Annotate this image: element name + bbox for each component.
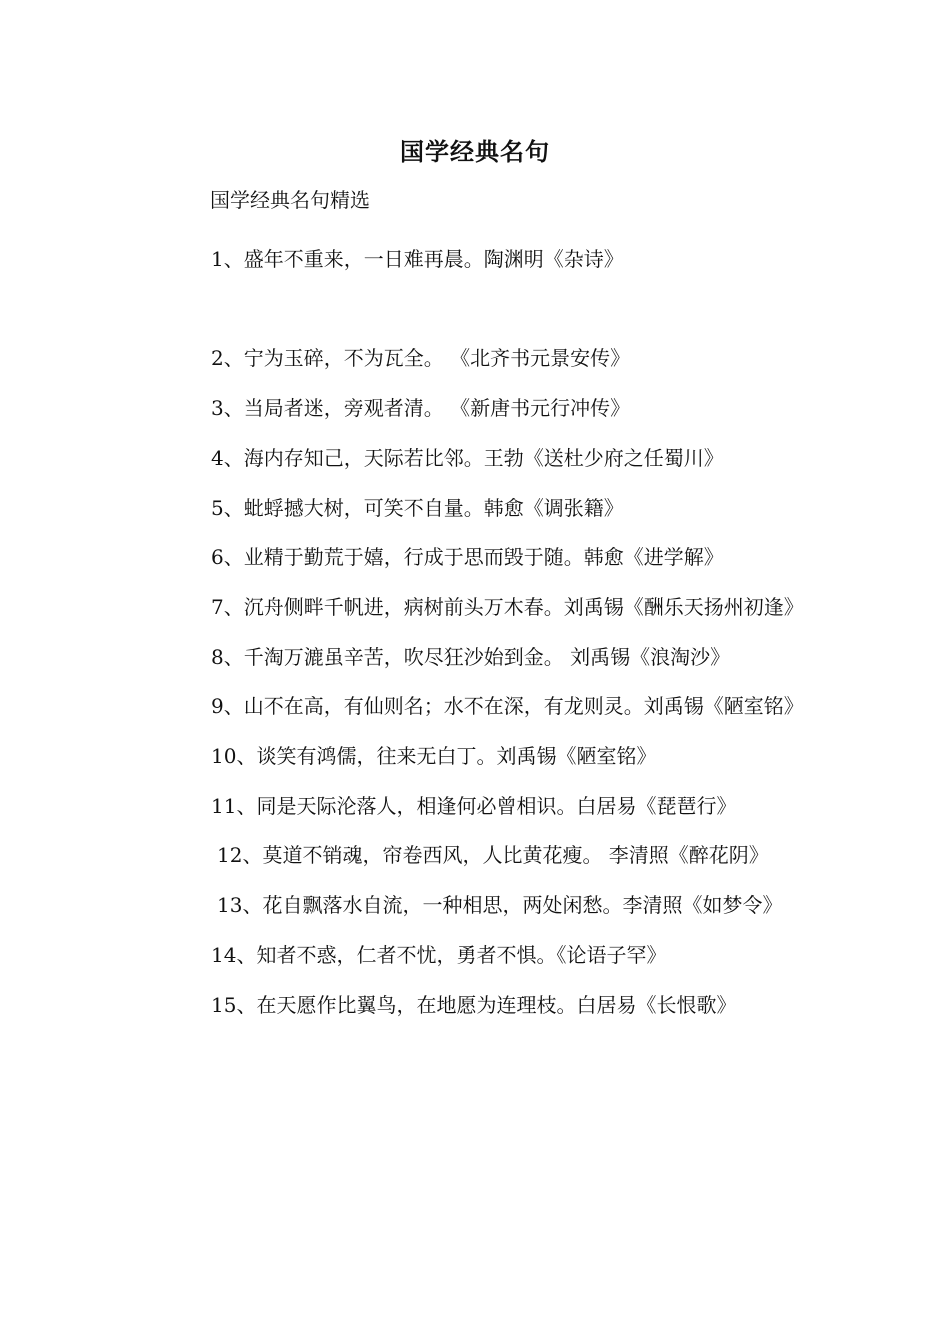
quote-item: 9、山不在高，有仙则名；水不在深，有龙则灵。刘禹锡《陋室铭》: [211, 694, 804, 719]
quote-item: 12、莫道不销魂，帘卷西风，人比黄花瘦。 李清照《醉花阴》: [217, 843, 769, 868]
quote-item: 2、宁为玉碎，不为瓦全。 《北齐书元景安传》: [211, 346, 631, 371]
quote-list: [145, 235, 810, 1030]
quote-item: 15、在天愿作比翼鸟，在地愿为连理枝。白居易《长恨歌》: [211, 992, 737, 1017]
quote-item: 13、花自飘落水自流，一种相思，两处闲愁。李清照《如梦令》: [217, 893, 783, 918]
quote-item: 14、知者不惑，仁者不忧，勇者不惧。《论语子罕》: [211, 942, 667, 967]
document-subtitle: 国学经典名句精选: [210, 188, 370, 212]
quote-item: 8、千淘万漉虽辛苦，吹尽狂沙始到金。 刘禹锡《浪淘沙》: [211, 644, 731, 669]
quote-item: 7、沉舟侧畔千帆进，病树前头万木春。刘禹锡《酬乐天扬州初逢》: [211, 594, 804, 619]
quote-item: 4、海内存知己，天际若比邻。王勃《送杜少府之任蜀川》: [211, 445, 724, 470]
quote-item: 6、业精于勤荒于嬉，行成于思而毁于随。韩愈《进学解》: [211, 545, 724, 570]
quote-item: 3、当局者迷，旁观者清。 《新唐书元行冲传》: [211, 396, 631, 421]
document-title: 国学经典名句: [400, 137, 550, 166]
quote-item: 5、蚍蜉撼大树，可笑不自量。韩愈《调张籍》: [211, 495, 624, 520]
quote-item: 11、同是天际沦落人，相逢何必曾相识。白居易《琵琶行》: [211, 793, 737, 818]
quote-item: 10、谈笑有鸿儒，往来无白丁。刘禹锡《陋室铭》: [211, 744, 657, 769]
quote-item: 1、盛年不重来，一日难再晨。陶渊明《杂诗》: [211, 247, 624, 271]
